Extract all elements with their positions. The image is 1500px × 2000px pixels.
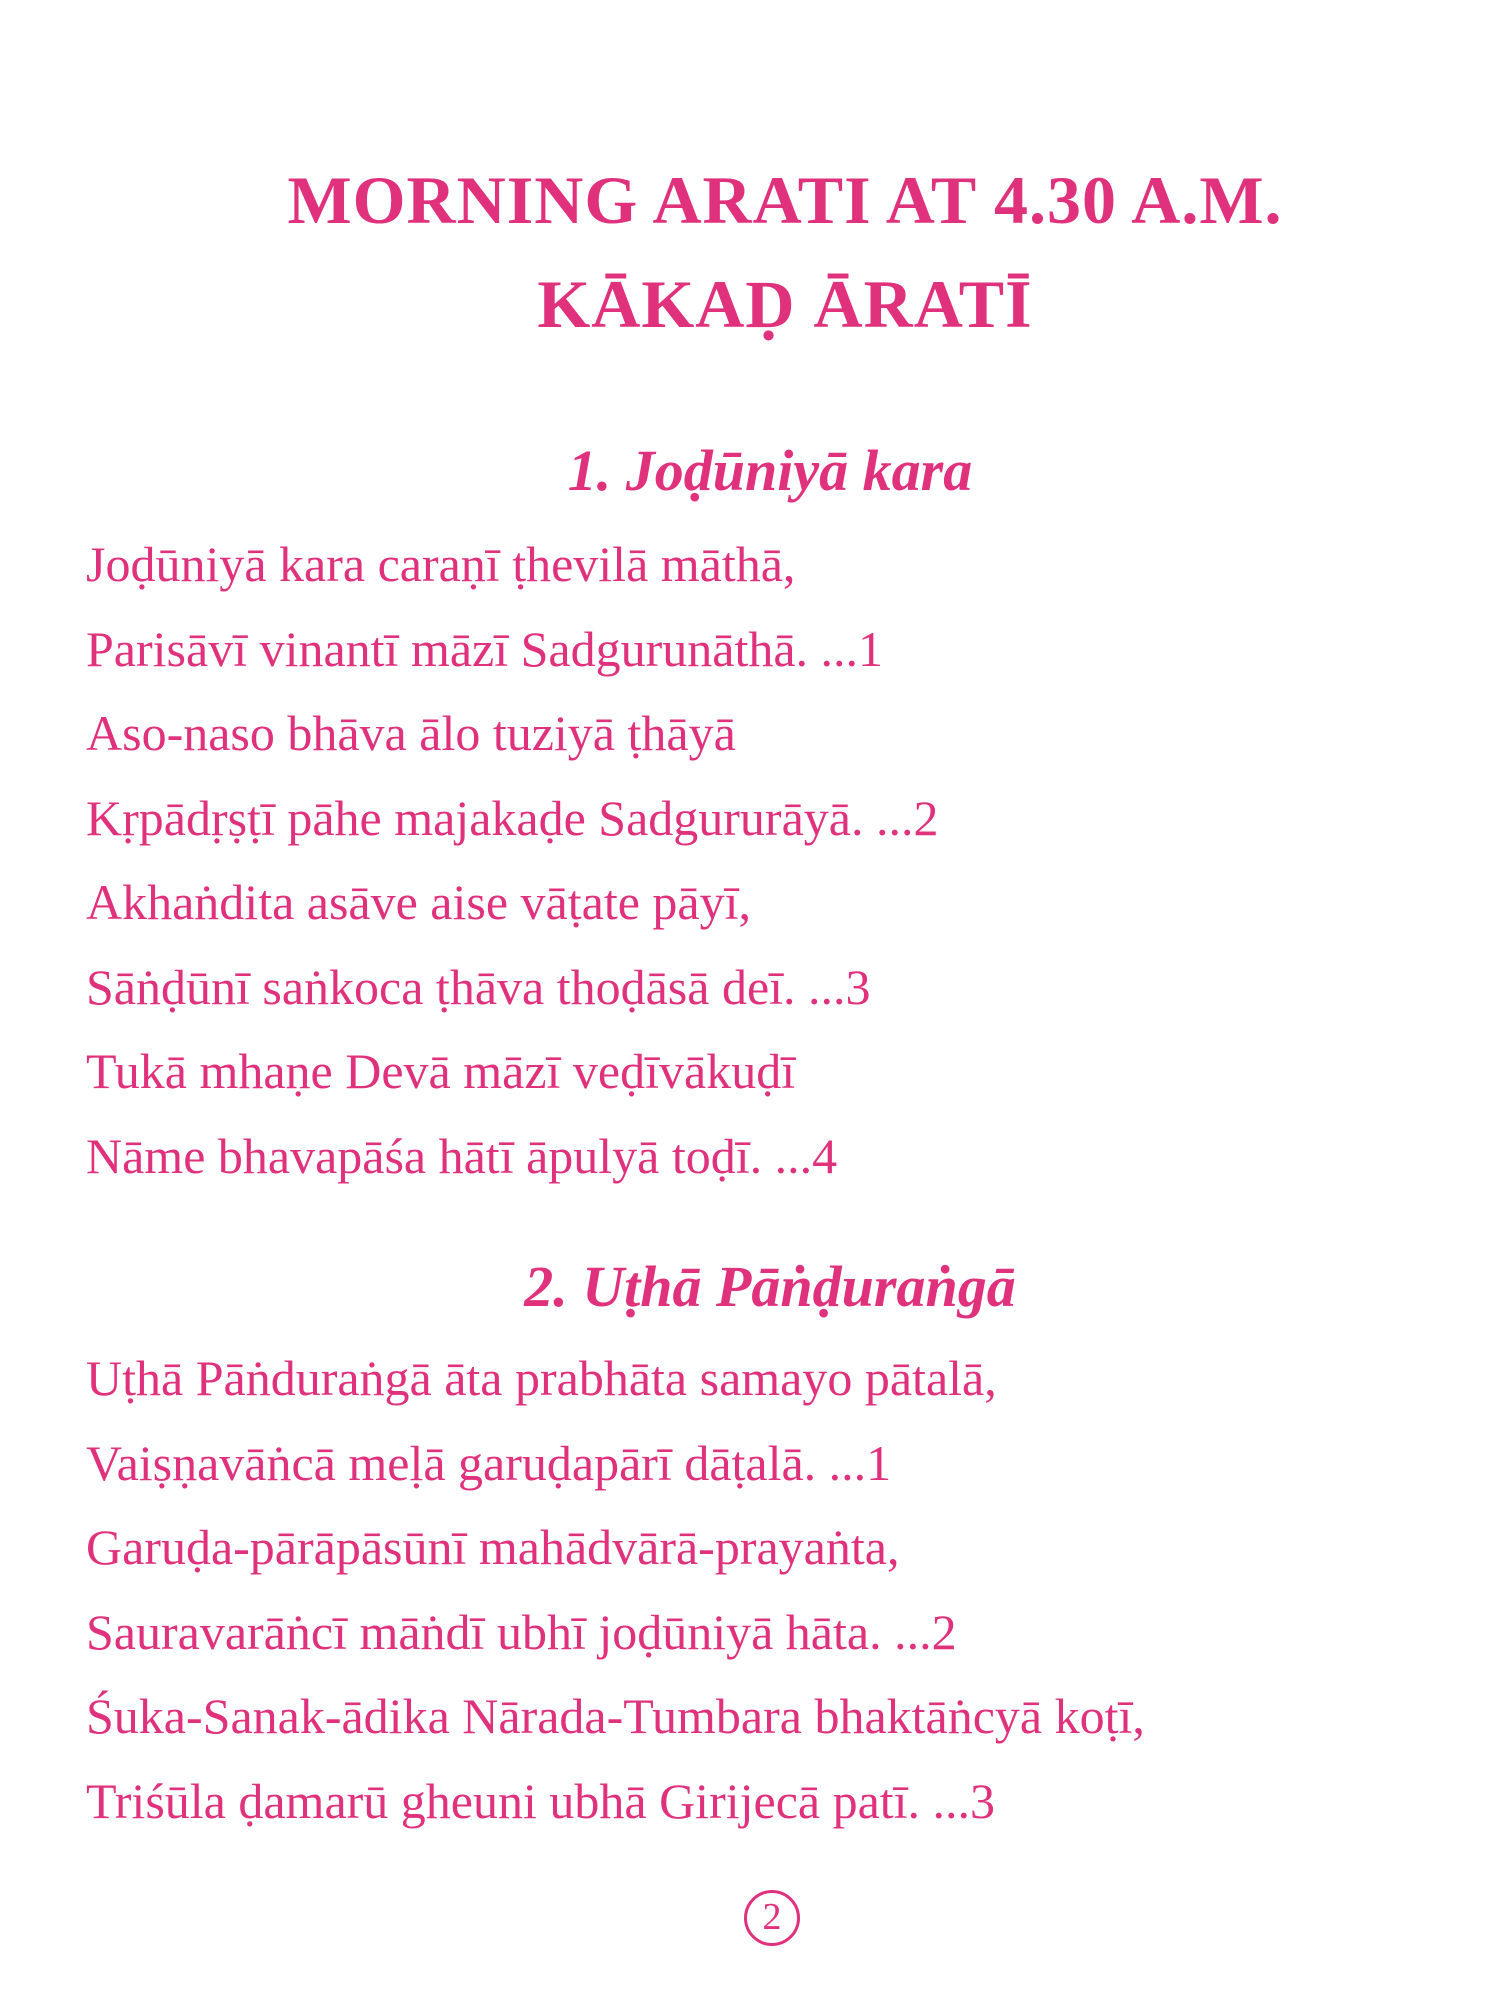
verse-line: Joḍūniyā kara caraṇī ṭhevilā māthā,	[86, 536, 796, 592]
verse-line: Tukā mhaṇe Devā māzī veḍīvākuḍī	[86, 1043, 796, 1099]
section-2-verses	[86, 1336, 1486, 1843]
verse-line: Parisāvī vinantī māzī Sadgurunāthā. ...1	[86, 620, 884, 677]
section-1-verses	[86, 522, 1486, 1198]
page-title	[0, 148, 1500, 356]
verse-line: Kṛpādṛṣṭī pāhe majakaḍe Sadgururāyā. ...2	[86, 789, 939, 846]
title-line-1: MORNING ARATI AT 4.30 A.M.	[287, 162, 1283, 238]
verse-line: Śuka-Sanak-ādika Nārada-Tumbara bhaktāṅcyā koṭī,	[86, 1688, 1145, 1744]
verse-line: Sāṅḍūnī saṅkoca ṭhāva thoḍāsā deī. ...3	[86, 958, 871, 1015]
page-number: 2	[744, 1890, 800, 1946]
section-1-title: 1. Joḍūniyā kara	[567, 438, 973, 503]
verse-line: Nāme bhavapāśa hātī āpulyā toḍī. ...4	[86, 1127, 838, 1184]
title-line-2: KĀKAḌ ĀRATĪ	[537, 266, 1033, 342]
verse-line: Aso-naso bhāva ālo tuziyā ṭhāyā	[86, 705, 736, 761]
verse-line: Akhaṅdita asāve aise vāṭate pāyī,	[86, 874, 751, 930]
section-2-title: 2. Uṭhā Pāṅḍuraṅgā	[524, 1254, 1016, 1319]
verse-line: Vaiṣṇavāṅcā meḷā garuḍapārī dāṭalā. ...1	[86, 1434, 892, 1491]
verse-line: Uṭhā Pāṅduraṅgā āta prabhāta samayo pātalā,	[86, 1350, 997, 1406]
verse-line: Sauravarāṅcī māṅdī ubhī joḍūniyā hāta. ...2	[86, 1603, 957, 1660]
verse-line: Triśūla ḍamarū gheuni ubhā Girijecā patī. ...3	[86, 1772, 996, 1829]
verse-line: Garuḍa-pārāpāsūnī mahādvārā-prayaṅta,	[86, 1519, 900, 1575]
